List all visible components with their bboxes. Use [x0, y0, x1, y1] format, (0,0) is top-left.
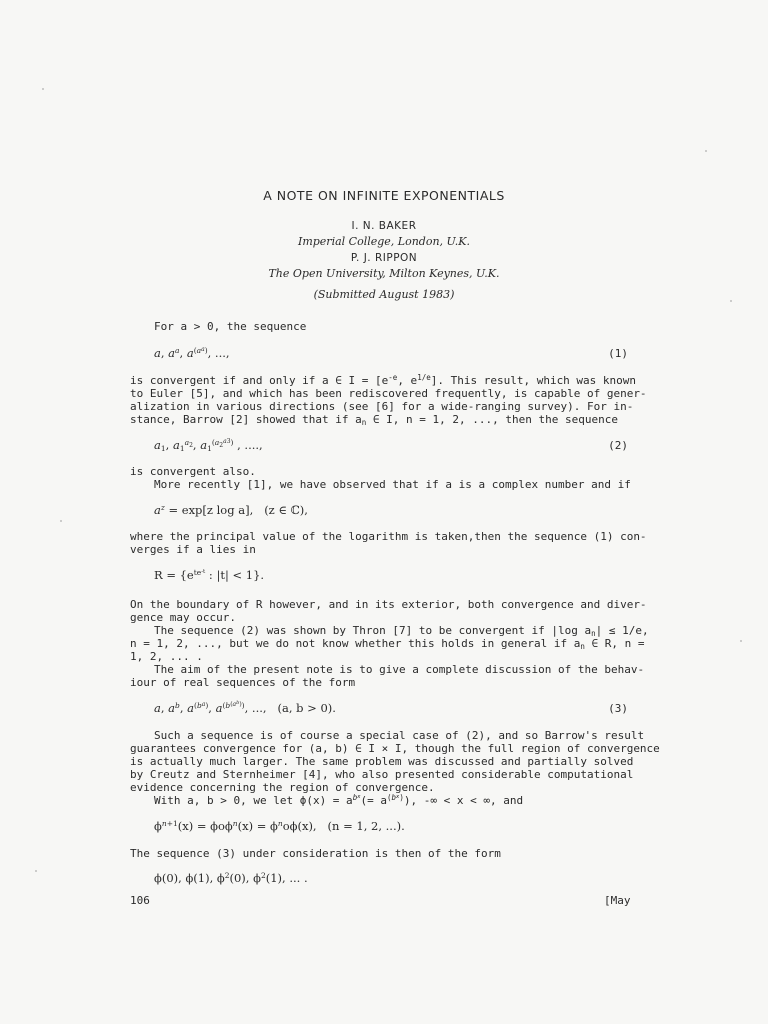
- text-line: The sequence (3) under consideration is then of the form: [130, 847, 501, 860]
- footer-issue-month: [May: [604, 894, 631, 907]
- text-line: The sequence (2) was shown by Thron [7] to be convergent if |log $a_n| \le 1/e$,: [154, 624, 649, 638]
- scan-speck: [42, 88, 44, 90]
- equation-exp: $a^z = \exp[z$ log a], (z ∈ ℂ),: [154, 503, 308, 517]
- author-baker: I. N. BAKER: [351, 220, 417, 232]
- text-line: is convergent if and only if a ∈ $I = [e^{-e}$, $e^{1/e}$]. This result, which was known: [130, 373, 637, 387]
- scan-speck: [35, 870, 37, 872]
- text-line: to Euler [5], and which has been rediscovered frequently, is capable of gener-: [130, 387, 647, 400]
- scan-speck: [60, 520, 62, 522]
- affiliation-imperial: Imperial College, London, U.K.: [297, 235, 471, 248]
- text-line: With a, b > 0, we let $\phi(x) = a^{b^x}(= a^{(b^x)})$, -∞ < x < ∞, and: [154, 793, 524, 807]
- scan-speck: [740, 640, 742, 642]
- scan-speck: [705, 150, 707, 152]
- text-line: evidence concerning the region of convergence.: [130, 781, 435, 794]
- equation-1: a, $a^a$, $a^{(a^a)}$, ...,: [154, 346, 230, 360]
- text-line: 1, 2, ... .: [130, 650, 203, 663]
- equation-region-R: $R = \{e^{te^{-t}}$ : |t| < 1}.: [154, 568, 265, 582]
- affiliation-open-university: The Open University, Milton Keynes, U.K.: [268, 267, 500, 280]
- equation-sequence: ϕ(0), ϕ(1), $\phi^2(0)$, $\phi^2(1)$, ... .: [154, 871, 308, 885]
- text-line: where the principal value of the logarithm is taken,then the sequence (1) con-: [130, 530, 647, 543]
- text-line: stance, Barrow [2] showed that if $a_n$ ∈ I, n = 1, 2, ..., then the sequence: [130, 413, 618, 427]
- equation-phi-iterate: $\phi^{n+1}(x) = \phi o\phi^n(x) = \phi^no\phi(x)$, (n = 1, 2, ...).: [154, 819, 405, 833]
- submission-date: (Submitted August 1983): [313, 288, 455, 301]
- equation-1-number: (1): [608, 347, 628, 360]
- text-line: Such a sequence is of course a special case of (2), and so Barrow's result: [154, 729, 645, 742]
- text-line: The aim of the present note is to give a complete discussion of the behav-: [154, 663, 645, 676]
- text-line: alization in various directions (see [6] for a wide-ranging survey). For in-: [130, 400, 634, 413]
- text-line: is convergent also.: [130, 465, 256, 478]
- paper-title: A NOTE ON INFINITE EXPONENTIALS: [263, 188, 505, 203]
- text-line: More recently [1], we have observed that if a is a complex number and if: [154, 478, 631, 491]
- equation-3-number: (3): [608, 702, 628, 715]
- text-line: n = 1, 2, ..., but we do not know whether this holds in general if $a_n$ ∈ R, n =: [130, 637, 645, 651]
- equation-3: a, $a^b$, $a^{(b^a)}$, $a^{(b^{(a^b)})}$, ..., (a, b > 0).: [154, 700, 336, 715]
- text-line: guarantees convergence for (a, b) ∈ I × I, though the full region of convergence: [130, 742, 660, 755]
- equation-2: $a_1$, $a_1^{a_2}$, $a_1^{(a_2^{a3})}$ , ....,: [154, 438, 263, 453]
- text-line: by Creutz and Sternheimer [4], who also presented considerable computational: [130, 768, 634, 781]
- page-number: 106: [130, 894, 150, 907]
- author-rippon: P. J. RIPPON: [350, 252, 418, 264]
- text-line: iour of real sequences of the form: [130, 676, 356, 689]
- text-line: gence may occur.: [130, 611, 236, 624]
- text-line: verges if a lies in: [130, 543, 256, 556]
- paragraph-intro: For a > 0, the sequence: [154, 320, 307, 333]
- text-line: is actually much larger. The same problem was discussed and partially solved: [130, 755, 634, 768]
- equation-2-number: (2): [608, 439, 628, 452]
- text-line: On the boundary of R however, and in its exterior, both convergence and diver-: [130, 598, 647, 611]
